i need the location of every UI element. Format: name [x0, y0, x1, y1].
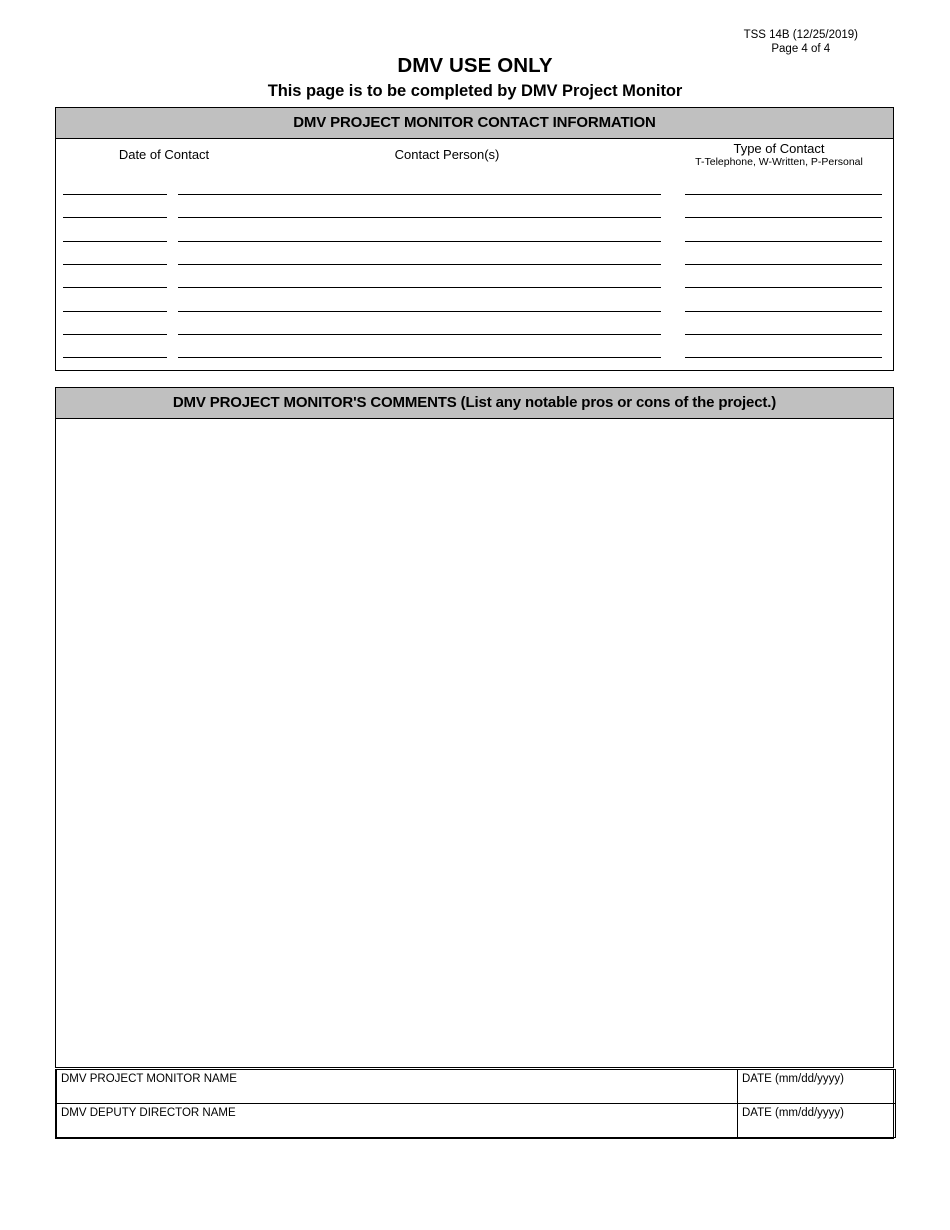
comments-section-header: DMV PROJECT MONITOR'S COMMENTS (List any notable pros or cons of the project.): [56, 388, 893, 419]
contact-date-field[interactable]: [63, 311, 167, 312]
page-subtitle: This page is to be completed by DMV Project Monitor: [267, 82, 683, 101]
contact-person-field[interactable]: [178, 357, 661, 358]
contact-entry-rows: [56, 181, 893, 370]
signature-name-cell[interactable]: DMV PROJECT MONITOR NAME: [57, 1070, 738, 1104]
contact-type-field[interactable]: [685, 241, 882, 242]
signature-name-cell[interactable]: DMV DEPUTY DIRECTOR NAME: [57, 1104, 738, 1138]
contact-type-field[interactable]: [685, 334, 882, 335]
signature-date-cell[interactable]: DATE (mm/dd/yyyy): [738, 1070, 896, 1104]
contact-date-field[interactable]: [63, 287, 167, 288]
contact-type-field[interactable]: [685, 357, 882, 358]
contact-type-field[interactable]: [685, 287, 882, 288]
signature-block: [55, 1069, 894, 1139]
contact-person-field[interactable]: [178, 264, 661, 265]
page-number: Page 4 of 4: [771, 43, 831, 56]
column-header-type-title: Type of Contact: [733, 141, 825, 156]
contact-type-field[interactable]: [685, 311, 882, 312]
form-number: TSS 14B (12/25/2019): [743, 29, 858, 41]
column-header-contact-persons: Contact Person(s): [394, 147, 500, 162]
contact-person-field[interactable]: [178, 194, 661, 195]
page-title: DMV USE ONLY: [397, 54, 553, 77]
contact-information-section: [55, 107, 894, 371]
contact-type-field[interactable]: [685, 217, 882, 218]
contact-person-field[interactable]: [178, 241, 661, 242]
signature-date-cell[interactable]: DATE (mm/dd/yyyy): [738, 1104, 896, 1138]
contact-type-field[interactable]: [685, 264, 882, 265]
contact-date-field[interactable]: [63, 264, 167, 265]
contact-person-field[interactable]: [178, 287, 661, 288]
contact-type-field[interactable]: [685, 194, 882, 195]
contact-column-headers: [56, 139, 893, 181]
column-header-type-legend: T-Telephone, W-Written, P-Personal: [695, 156, 863, 169]
comments-entry-area[interactable]: [56, 419, 893, 1067]
signature-row: [57, 1104, 896, 1138]
contact-person-field[interactable]: [178, 334, 661, 335]
contact-date-field[interactable]: [63, 241, 167, 242]
contact-date-field[interactable]: [63, 334, 167, 335]
contact-date-field[interactable]: [63, 194, 167, 195]
contact-date-field[interactable]: [63, 357, 167, 358]
comments-section: [55, 387, 894, 1068]
contact-person-field[interactable]: [178, 311, 661, 312]
column-header-type-of-contact: [673, 141, 885, 169]
signature-table: [56, 1069, 896, 1138]
contact-date-field[interactable]: [63, 217, 167, 218]
contact-table: [56, 139, 893, 370]
contact-person-field[interactable]: [178, 217, 661, 218]
contact-section-header: DMV PROJECT MONITOR CONTACT INFORMATION: [56, 108, 893, 139]
signature-row: [57, 1070, 896, 1104]
page-title-block: [0, 54, 950, 102]
column-header-date-of-contact: Date of Contact: [118, 147, 210, 162]
form-identifier-block: [744, 28, 858, 56]
